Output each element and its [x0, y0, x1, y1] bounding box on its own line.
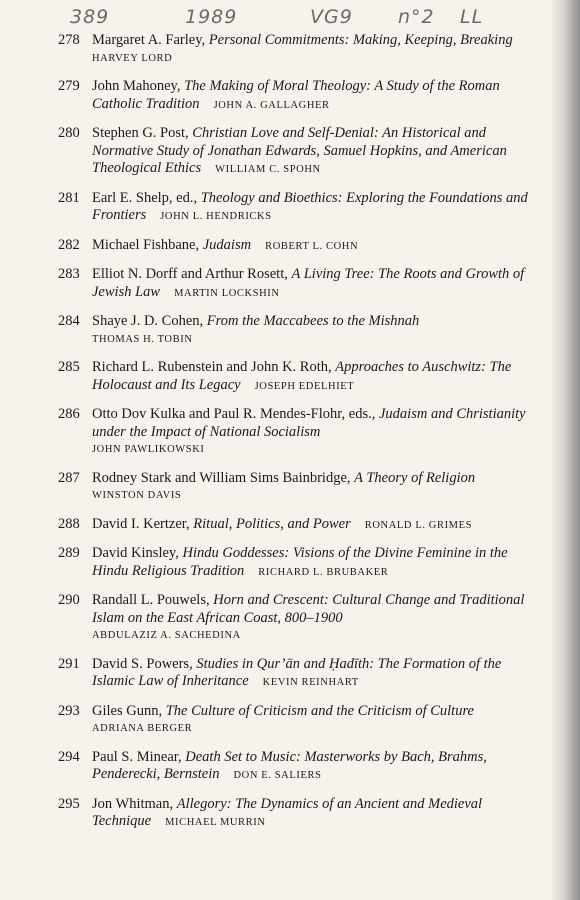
page-number: 282: [58, 236, 80, 253]
author-name: Elliot N. Dorff and Arthur Rosett,: [92, 266, 292, 282]
reviewer-name: KEVIN REINHART: [262, 677, 359, 688]
reviewer-name: DON E. SALIERS: [233, 770, 322, 781]
entry-body: [92, 406, 528, 459]
review-entry: [58, 656, 528, 692]
review-list: [58, 32, 528, 843]
entry-body: [92, 656, 528, 692]
entry-body: [92, 190, 528, 226]
author-name: David S. Powers,: [92, 655, 197, 672]
reviewer-name: ROBERT L. COHN: [265, 240, 359, 252]
author-name: Richard L. Rubenstein and John K. Roth,: [92, 359, 336, 375]
page-number: 295: [58, 795, 80, 812]
review-entry: [58, 32, 528, 67]
entry-body: [92, 237, 528, 256]
reviewer-name: WINSTON DAVIS: [92, 490, 182, 501]
book-title: The Making of Moral Theology: A Study of the Roman Catholic Tradition: [92, 78, 500, 112]
book-title: Theology and Bioethics: Exploring the Foundations and Frontiers: [92, 189, 528, 223]
book-title: Christian Love and Self-Denial: An Historical and Normative Study of Jonathan Edwards, Samuel Hopkins, and American Theological Ethics: [92, 125, 507, 176]
review-entry: [58, 470, 528, 505]
author-name: Jon Whitman,: [92, 795, 177, 812]
entry-body: [92, 592, 528, 645]
entry-body: [92, 125, 528, 179]
page-edge-shadow: [550, 0, 580, 900]
reviewer-name: WILLIAM C. SPOHN: [215, 164, 321, 175]
author-name: John Mahoney,: [92, 78, 185, 94]
reviewer-name: RICHARD L. BRUBAKER: [258, 566, 389, 578]
page-number: 285: [58, 359, 80, 375]
book-title: Death Set to Music: Masterworks by Bach, Brahms, Penderecki, Bernstein: [92, 748, 487, 782]
book-title: From the Maccabees to the Mishnah: [206, 313, 420, 329]
note-initials: LL: [460, 6, 484, 28]
review-entry: [58, 796, 528, 832]
entry-body: [92, 313, 528, 348]
review-entry: [58, 545, 528, 581]
page-number: 281: [58, 189, 80, 206]
book-title: Ritual, Politics, and Power: [193, 515, 351, 532]
entry-body: [92, 359, 528, 395]
book-title: Approaches to Auschwitz: The Holocaust and Its Legacy: [92, 359, 512, 393]
review-entry: [58, 78, 528, 114]
review-entry: [58, 703, 528, 738]
entry-body: [92, 266, 528, 302]
author-name: Randall L. Pouwels,: [92, 592, 214, 608]
author-name: Michael Fishbane,: [92, 236, 203, 253]
book-title: The Culture of Criticism and the Criticism of Culture: [165, 702, 474, 719]
note-page: 389: [70, 6, 110, 28]
review-entry: [58, 266, 528, 302]
entry-body: [92, 78, 528, 114]
page-number: 289: [58, 545, 80, 561]
page-number: 294: [58, 748, 80, 765]
book-title: Studies in Qur’ān and Ḥadīth: The Formation of the Islamic Law of Inheritance: [92, 655, 502, 689]
note-volume: VG9: [310, 6, 353, 28]
review-entry: [58, 359, 528, 395]
review-entry: [58, 313, 528, 348]
entry-body: [92, 749, 528, 785]
page-number: 279: [58, 78, 80, 94]
author-name: Stephen G. Post,: [92, 125, 193, 141]
entry-body: [92, 545, 528, 581]
entry-body: [92, 516, 528, 535]
author-name: Margaret A. Farley,: [92, 32, 209, 48]
book-title: A Theory of Religion: [354, 469, 476, 486]
author-name: David I. Kertzer,: [92, 515, 194, 532]
review-entry: [58, 237, 528, 256]
book-title: Horn and Crescent: Cultural Change and Traditional Islam on the East African Coast, 800–1900: [92, 592, 525, 626]
reviewer-name: JOHN A. GALLAGHER: [213, 99, 330, 111]
review-entry: [58, 406, 528, 459]
review-entry: [58, 516, 528, 535]
page-number: 280: [58, 125, 80, 141]
book-title: A Living Tree: The Roots and Growth of Jewish Law: [92, 266, 525, 300]
reviewer-name: JOSEPH EDELHIET: [254, 380, 355, 392]
page-number: 284: [58, 313, 80, 329]
book-title: Judaism: [202, 236, 252, 253]
page-number: 287: [58, 469, 80, 486]
page-number: 278: [58, 32, 80, 48]
review-entry: [58, 125, 528, 179]
page-number: 290: [58, 592, 80, 608]
book-title: Allegory: The Dynamics of an Ancient and Medieval Technique: [92, 795, 483, 829]
book-title: Judaism and Christianity under the Impact of National Socialism: [92, 406, 526, 440]
review-entry: [58, 592, 528, 645]
entry-body: [92, 470, 528, 505]
page-number: 288: [58, 515, 80, 532]
book-title: Personal Commitments: Making, Keeping, Breaking: [208, 32, 513, 48]
reviewer-name: THOMAS H. TOBIN: [92, 333, 193, 345]
author-name: Otto Dov Kulka and Paul R. Mendes-Flohr, eds.,: [92, 406, 379, 422]
book-title: Hindu Goddesses: Visions of the Divine Feminine in the Hindu Religious Tradition: [92, 545, 508, 579]
author-name: Shaye J. D. Cohen,: [92, 313, 207, 329]
author-name: Paul S. Minear,: [92, 748, 186, 765]
author-name: David Kinsley,: [92, 545, 183, 561]
entry-body: [92, 796, 528, 832]
reviewer-name: ADRIANA BERGER: [92, 723, 193, 734]
note-year: 1989: [185, 6, 238, 28]
page-number: 283: [58, 266, 80, 282]
note-issue: n°2: [398, 6, 435, 28]
reviewer-name: RONALD L. GRIMES: [364, 519, 473, 531]
author-name: Rodney Stark and William Sims Bainbridge,: [92, 469, 355, 486]
author-name: Earl E. Shelp, ed.,: [92, 189, 201, 206]
entry-body: [92, 32, 528, 67]
reviewer-name: HARVEY LORD: [92, 52, 173, 64]
reviewer-name: JOHN L. HENDRICKS: [160, 211, 272, 222]
author-name: Giles Gunn,: [92, 702, 166, 719]
page-number: 286: [58, 406, 80, 422]
review-entry: [58, 190, 528, 226]
reviewer-name: JOHN PAWLIKOWSKI: [92, 444, 205, 455]
entry-body: [92, 703, 528, 738]
reviewer-name: MARTIN LOCKSHIN: [174, 287, 280, 299]
page-number: 293: [58, 702, 80, 719]
page-number: 291: [58, 655, 80, 672]
reviewer-name: ABDULAZIZ A. SACHEDINA: [92, 630, 241, 641]
reviewer-name: MICHAEL MURRIN: [165, 817, 266, 828]
review-entry: [58, 749, 528, 785]
